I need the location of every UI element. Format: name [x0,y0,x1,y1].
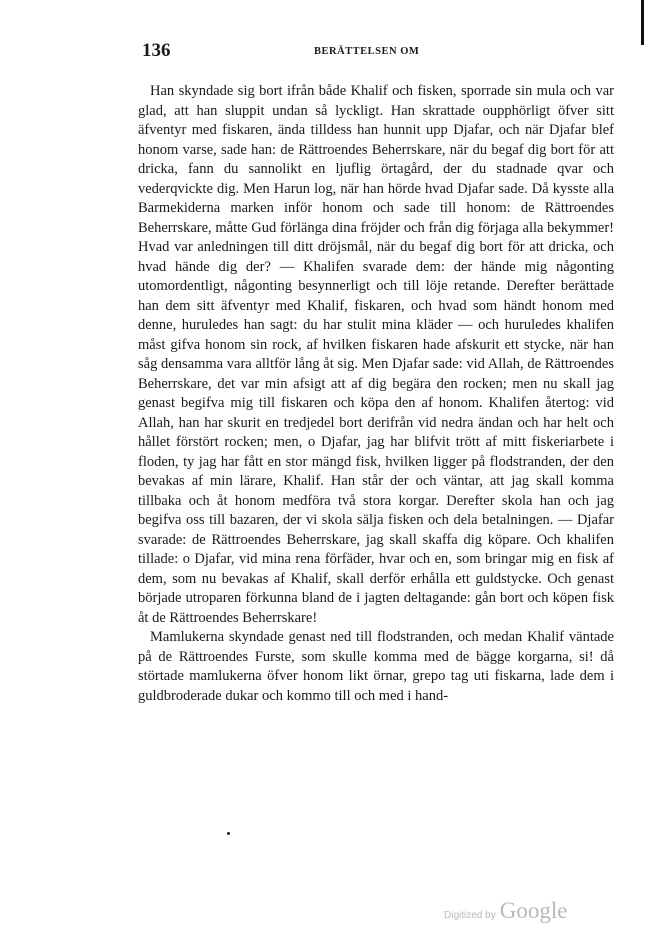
google-logo: Google [499,898,568,923]
page-edge-mark [641,0,644,45]
body-text [138,82,614,706]
paragraph: Mamlukerna skyndade genast ned till flodstranden, och medan Khalif väntade på de Rättroendes Furste, som skulle komma med de bägge korgarna, si! då störtade mamlukerna öfver honom likt örnar, grepo tag uti fiskarna, lade dem i guldbroderade dukar och kommo till och med i hand- [138,629,614,704]
paragraph: Han skyndade sig bort ifrån både Khalif och fisken, sporrade sin mula och var glad, att han sluppit undan så lyckligt. Han skrattade oupphörligt öfver sitt äfventyr med fiskaren, ända tilldess han hunnit upp Djafar, och när Djafar blef honom varse, sade han: de Rättroendes Beherrskare, när du begaf dig bort för att dricka, fann du sannolikt en ljuflig örtagård, der du stadnade qvar och vederqvickte dig. Men Harun log, när han hörde hvad Djafar sade. Då kysste alla Barmekiderna marken inför honom och sade till honom: de Rättroendes Beherrskare, måtte Gud förlänga dina fröjder och från dig förjaga alla bekymmer! Hvad var anledningen till ditt dröjsmål, när du begaf dig bort för att dricka, och hvad hände dig der? — Khalifen svarade dem: der hände mig någonting utomordentligt, någonting besynnerligt och till löje retande. Derefter berättade han dem sitt äfventyr med Khalif, fiskaren, och hvad som händt honom med denne, huruledes han sagt: du har stulit mina kläder — och huruledes khalifen måst gifva honom sin rock, af hvilken fiskaren hade afskurit ett stycke, när han såg densamma vara alltför lång åt sig. Men Djafar sade: vid Allah, de Rättroendes Beherrskare, det var min afsigt att af dig begära den rocken; men nu skall jag genast begifva mig till fiskaren och köpa den af honom. Khalifen återtog: vid Allah, han har skurit en tredjedel bort derifrån vid nedra ändan och har helt och hållet förstört rocken; men, o Djafar, jag har blifvit trött af mitt fiskeriarbete i floden, ty jag har fått en stor mängd fisk, hvilken ligger på flodstranden, der den bevakas af min lärare, Khalif. Han står der och väntar, att jag skall komma tillbaka och åt honom medföra två stora korgar. Derefter skola han och jag begifva oss till bazaren, der vi skola sälja fisken och dela betalningen. — Djafar svarade: de Rättroendes Beherrskare, jag skall skaffa dig köpare. Och khalifen tillade: o Djafar, vid mina rena förfäder, hvar och en, som bringar mig en fisk af dem, som nu bevakas af Khalif, skall derför erhålla ett guldstycke. Och genast började utroparen förkunna bland de i jagten deltagande: gån bort och köpen fisk åt de Rättroendes Beherrskare! [138,83,614,626]
running-head: BERÄTTELSEN OM [314,46,420,57]
page-number: 136 [142,40,171,61]
stray-mark [227,832,230,835]
digitization-watermark [444,898,567,924]
digitized-by-label: Digitized by [444,910,496,921]
page-header [142,40,522,64]
